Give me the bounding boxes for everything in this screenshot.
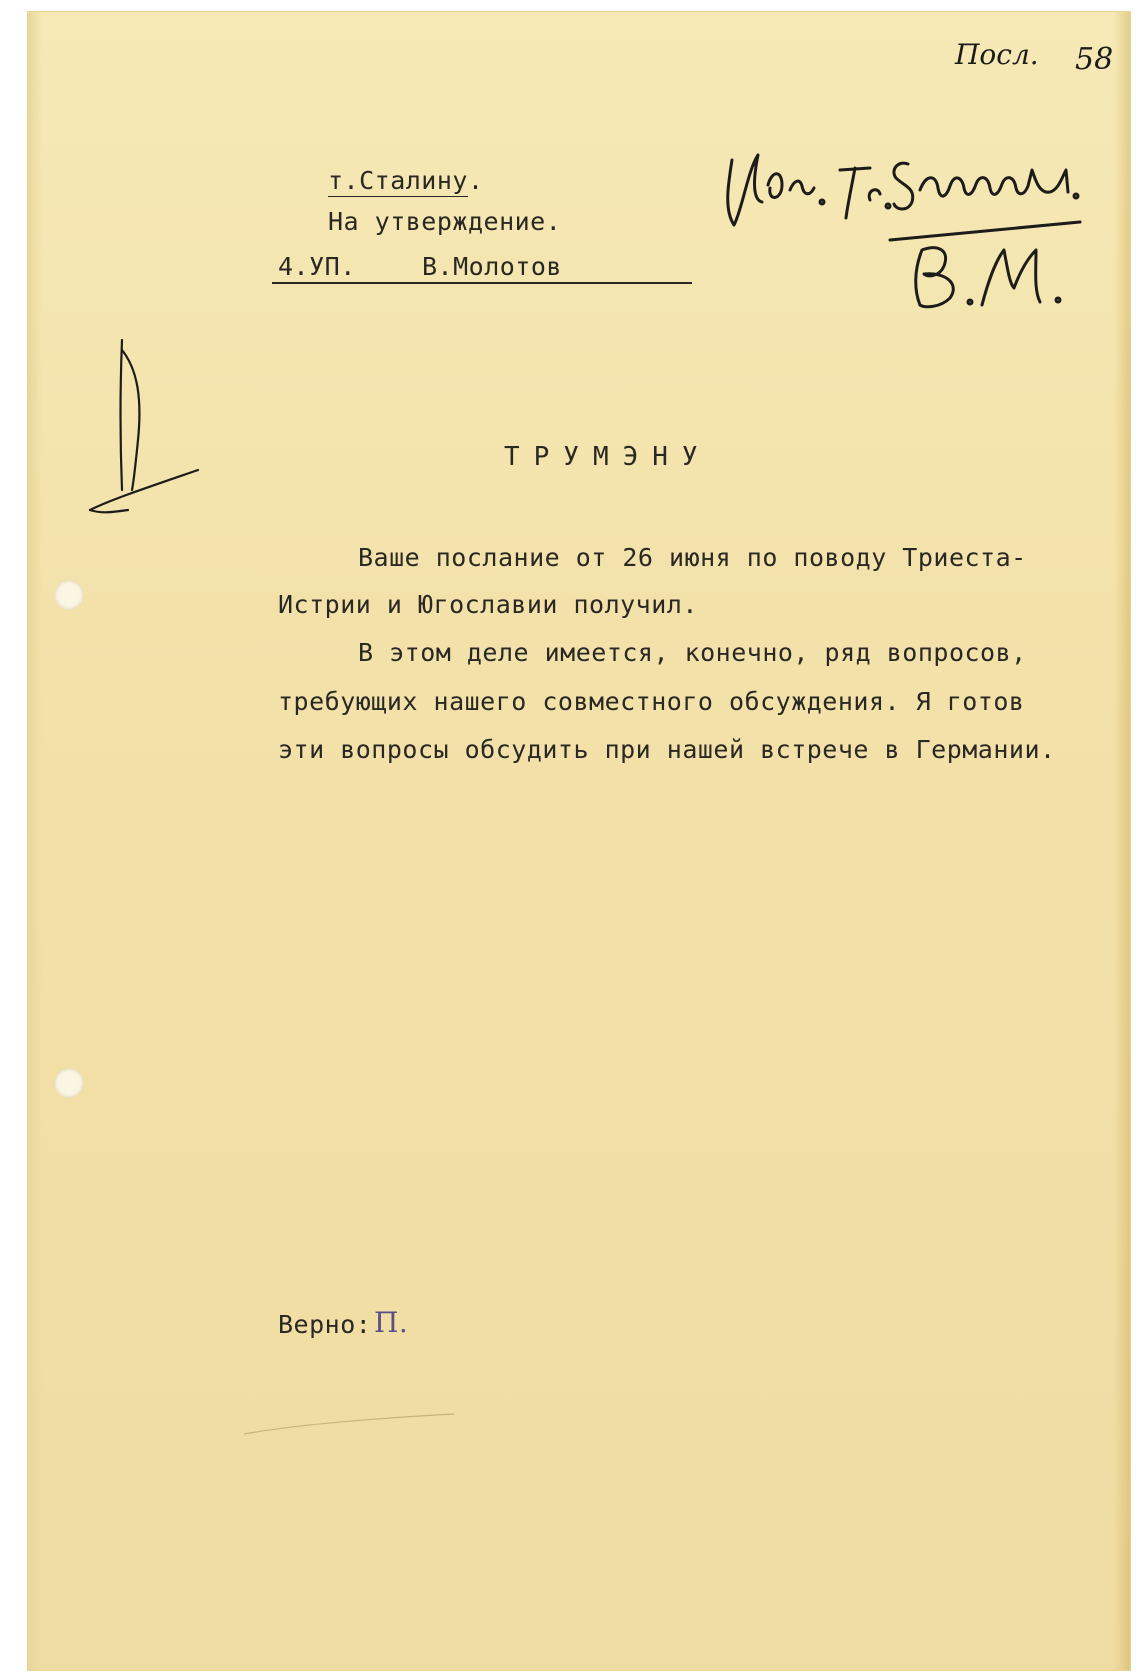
punch-hole-lower	[54, 1068, 84, 1098]
paragraph1-line2: Истрии и Югославии получил.	[278, 590, 698, 619]
header-underline	[272, 282, 692, 284]
certification-label: Верно:	[278, 1310, 372, 1339]
sender-line: В.Молотов	[422, 252, 562, 281]
folio-number: 58	[1075, 42, 1114, 77]
folio-label: Посл.	[955, 38, 1039, 71]
addressee-line: т.Сталину.	[328, 166, 484, 195]
page-edge-shadow	[1114, 12, 1130, 1670]
paragraph1-line1: Ваше послание от 26 июня по поводу Триеста-	[358, 543, 1027, 572]
binding-strip	[28, 12, 42, 1670]
margin-check-mark	[80, 330, 210, 530]
approval-request-line: На утверждение.	[328, 207, 562, 236]
date-line: 4.УП.	[278, 252, 356, 281]
paragraph2-line1: В этом деле имеется, конечно, ряд вопросов,	[358, 638, 1027, 667]
certification-initial: П.	[374, 1306, 409, 1339]
addressee-underline	[328, 196, 468, 197]
punch-hole-upper	[54, 580, 84, 610]
paragraph2-line3: эти вопросы обсудить при нашей встрече в Германии.	[278, 735, 1056, 764]
faint-pencil-stroke	[240, 1410, 460, 1440]
paragraph2-line2: требующих нашего совместного обсуждения. Я готов	[278, 687, 1025, 716]
handwritten-initials	[870, 210, 1100, 320]
document-title: ТРУМЭНУ	[504, 442, 712, 472]
